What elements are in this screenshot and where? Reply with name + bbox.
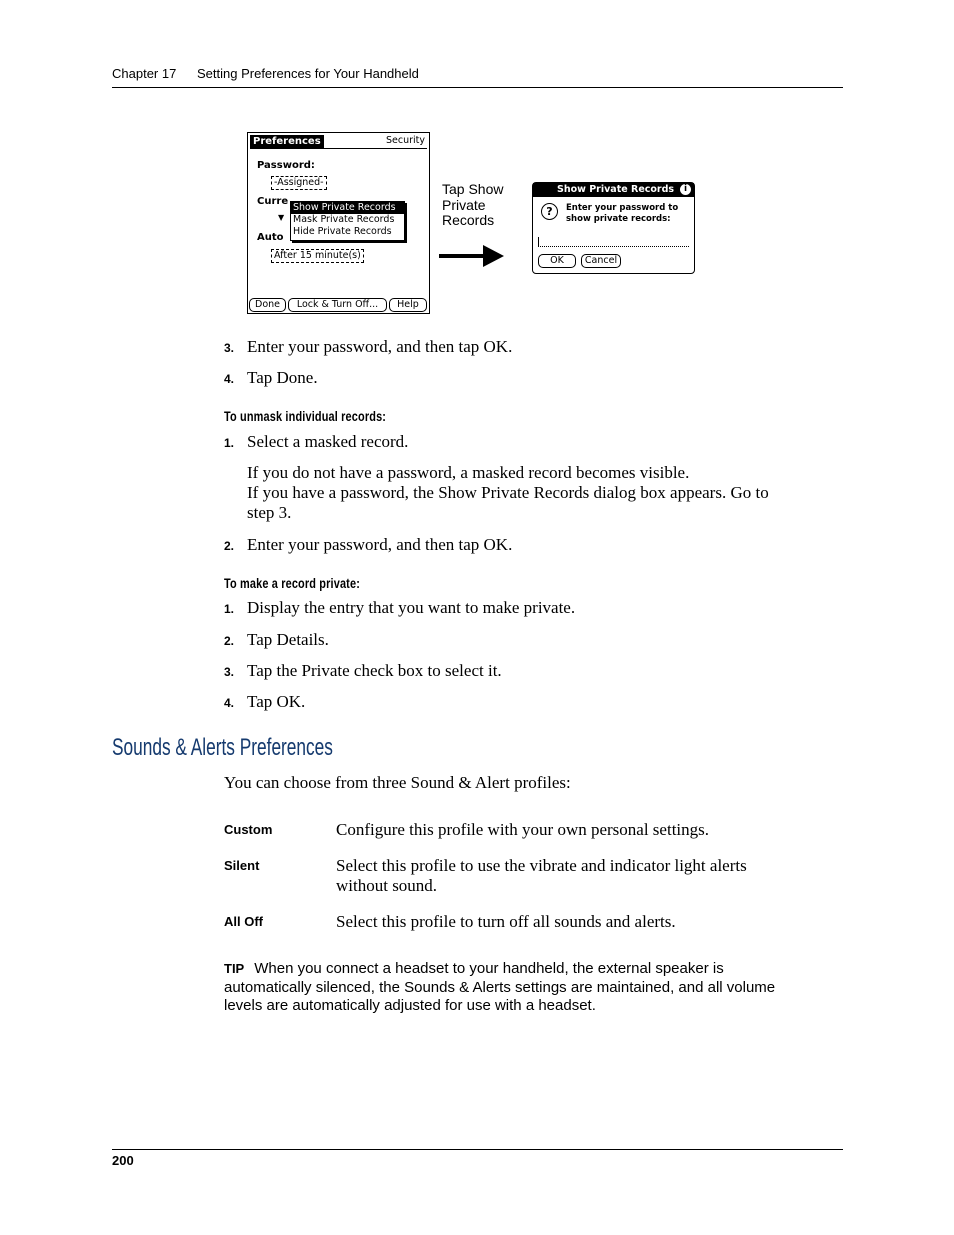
auto-label: Auto: [257, 232, 284, 243]
step-text: Display the entry that you want to make private.: [247, 598, 576, 617]
text-cursor: [538, 237, 539, 246]
dialog-title: Show Private Records: [557, 184, 675, 195]
security-label: Security: [385, 135, 425, 146]
tip-text: automatically silenced, the Sounds & Alerts settings are maintained, and all volume: [224, 978, 776, 996]
profile-term: All Off: [224, 914, 263, 929]
tip-text: When you connect a headset to your handheld, the external speaker is: [254, 960, 724, 977]
profile-definition: [336, 856, 836, 896]
password-field: [538, 246, 689, 247]
step-number: 3.: [224, 665, 235, 679]
ok-button: OK: [538, 254, 576, 268]
step-text: Tap the Private check box to select it.: [247, 661, 502, 680]
chapter-title: Setting Preferences for Your Handheld: [197, 66, 419, 81]
current-label: Curre: [257, 196, 289, 207]
step-number: 4.: [224, 372, 235, 386]
step-text: Enter your password, and then tap OK.: [247, 337, 513, 356]
auto-lock-value: After 15 minute(s): [271, 249, 364, 263]
menu-item-mask: Mask Private Records: [293, 214, 395, 225]
show-private-records-dialog: [532, 182, 695, 274]
help-button: Help: [389, 298, 427, 312]
unmask-heading: To unmask individual records:: [224, 408, 387, 424]
preferences-tab: Preferences: [250, 135, 324, 148]
right-arrow-icon: [437, 242, 507, 270]
step-number: 3.: [224, 341, 235, 355]
definition-line: Configure this profile with your own personal settings.: [336, 820, 710, 839]
body-paragraph: If you have a password, the Show Private Records dialog box appears. Go to: [247, 483, 769, 502]
step-number: 2.: [224, 634, 235, 648]
footer-rule: [112, 1149, 843, 1150]
tip-label: TIP: [224, 961, 245, 976]
callout-line: Records: [442, 212, 495, 228]
callout-line: Private: [442, 196, 486, 213]
menu-item-show: Show Private Records: [291, 202, 404, 214]
step-number: 1.: [224, 602, 235, 616]
definition-line: Select this profile to turn off all sounds and alerts.: [336, 912, 676, 931]
definition-line: without sound.: [336, 876, 438, 895]
section-intro: You can choose from three Sound & Alert profiles:: [224, 773, 571, 792]
body-paragraph: step 3.: [247, 503, 292, 522]
make-private-heading: To make a record private:: [224, 575, 361, 591]
body-paragraph: If you do not have a password, a masked record becomes visible.: [247, 463, 690, 482]
profile-definition: [336, 820, 836, 840]
done-button: Done: [249, 298, 286, 312]
chapter-label: Chapter 17: [112, 66, 177, 81]
profile-definition: [336, 912, 836, 932]
step-number: 2.: [224, 539, 235, 553]
running-header: [112, 66, 419, 81]
profile-term: Custom: [224, 822, 273, 837]
dialog-message-line: show private records:: [566, 214, 671, 224]
step-number: 1.: [224, 436, 235, 450]
menu-item-hide: Hide Private Records: [293, 226, 392, 237]
preferences-screenshot: [247, 132, 430, 314]
header-rule: [112, 87, 843, 88]
section-title: Sounds & Alerts Preferences: [112, 734, 333, 761]
step-number: 4.: [224, 696, 235, 710]
question-icon: ?: [541, 203, 558, 220]
definition-line: Select this profile to use the vibrate and indicator light alerts: [336, 856, 747, 875]
dialog-message-line: Enter your password to: [566, 203, 679, 213]
step-text: Tap Done.: [247, 368, 318, 387]
step-text: Tap OK.: [247, 692, 306, 711]
profile-term: Silent: [224, 858, 260, 873]
tip-text: levels are automatically adjusted for use with a headset.: [224, 997, 596, 1014]
step-text: Enter your password, and then tap OK.: [247, 535, 513, 554]
dialog-title-bar: [533, 183, 694, 197]
private-records-menu: [290, 201, 405, 241]
step-text: Tap Details.: [247, 630, 329, 649]
tip-box: [224, 960, 844, 1016]
figure-callout: [442, 182, 503, 229]
password-value: -Assigned-: [271, 176, 327, 190]
step-text: Select a masked record.: [247, 432, 409, 451]
page-number: 200: [112, 1153, 134, 1168]
cancel-button: Cancel: [581, 254, 621, 268]
lock-turn-off-button: Lock & Turn Off...: [288, 298, 387, 312]
info-icon: i: [680, 184, 691, 195]
callout-line: Tap Show: [442, 181, 504, 197]
dialog-message: [566, 203, 678, 225]
dropdown-arrow-icon: ▼: [278, 213, 285, 222]
tab-underline: [250, 148, 427, 149]
password-label: Password:: [257, 160, 315, 171]
